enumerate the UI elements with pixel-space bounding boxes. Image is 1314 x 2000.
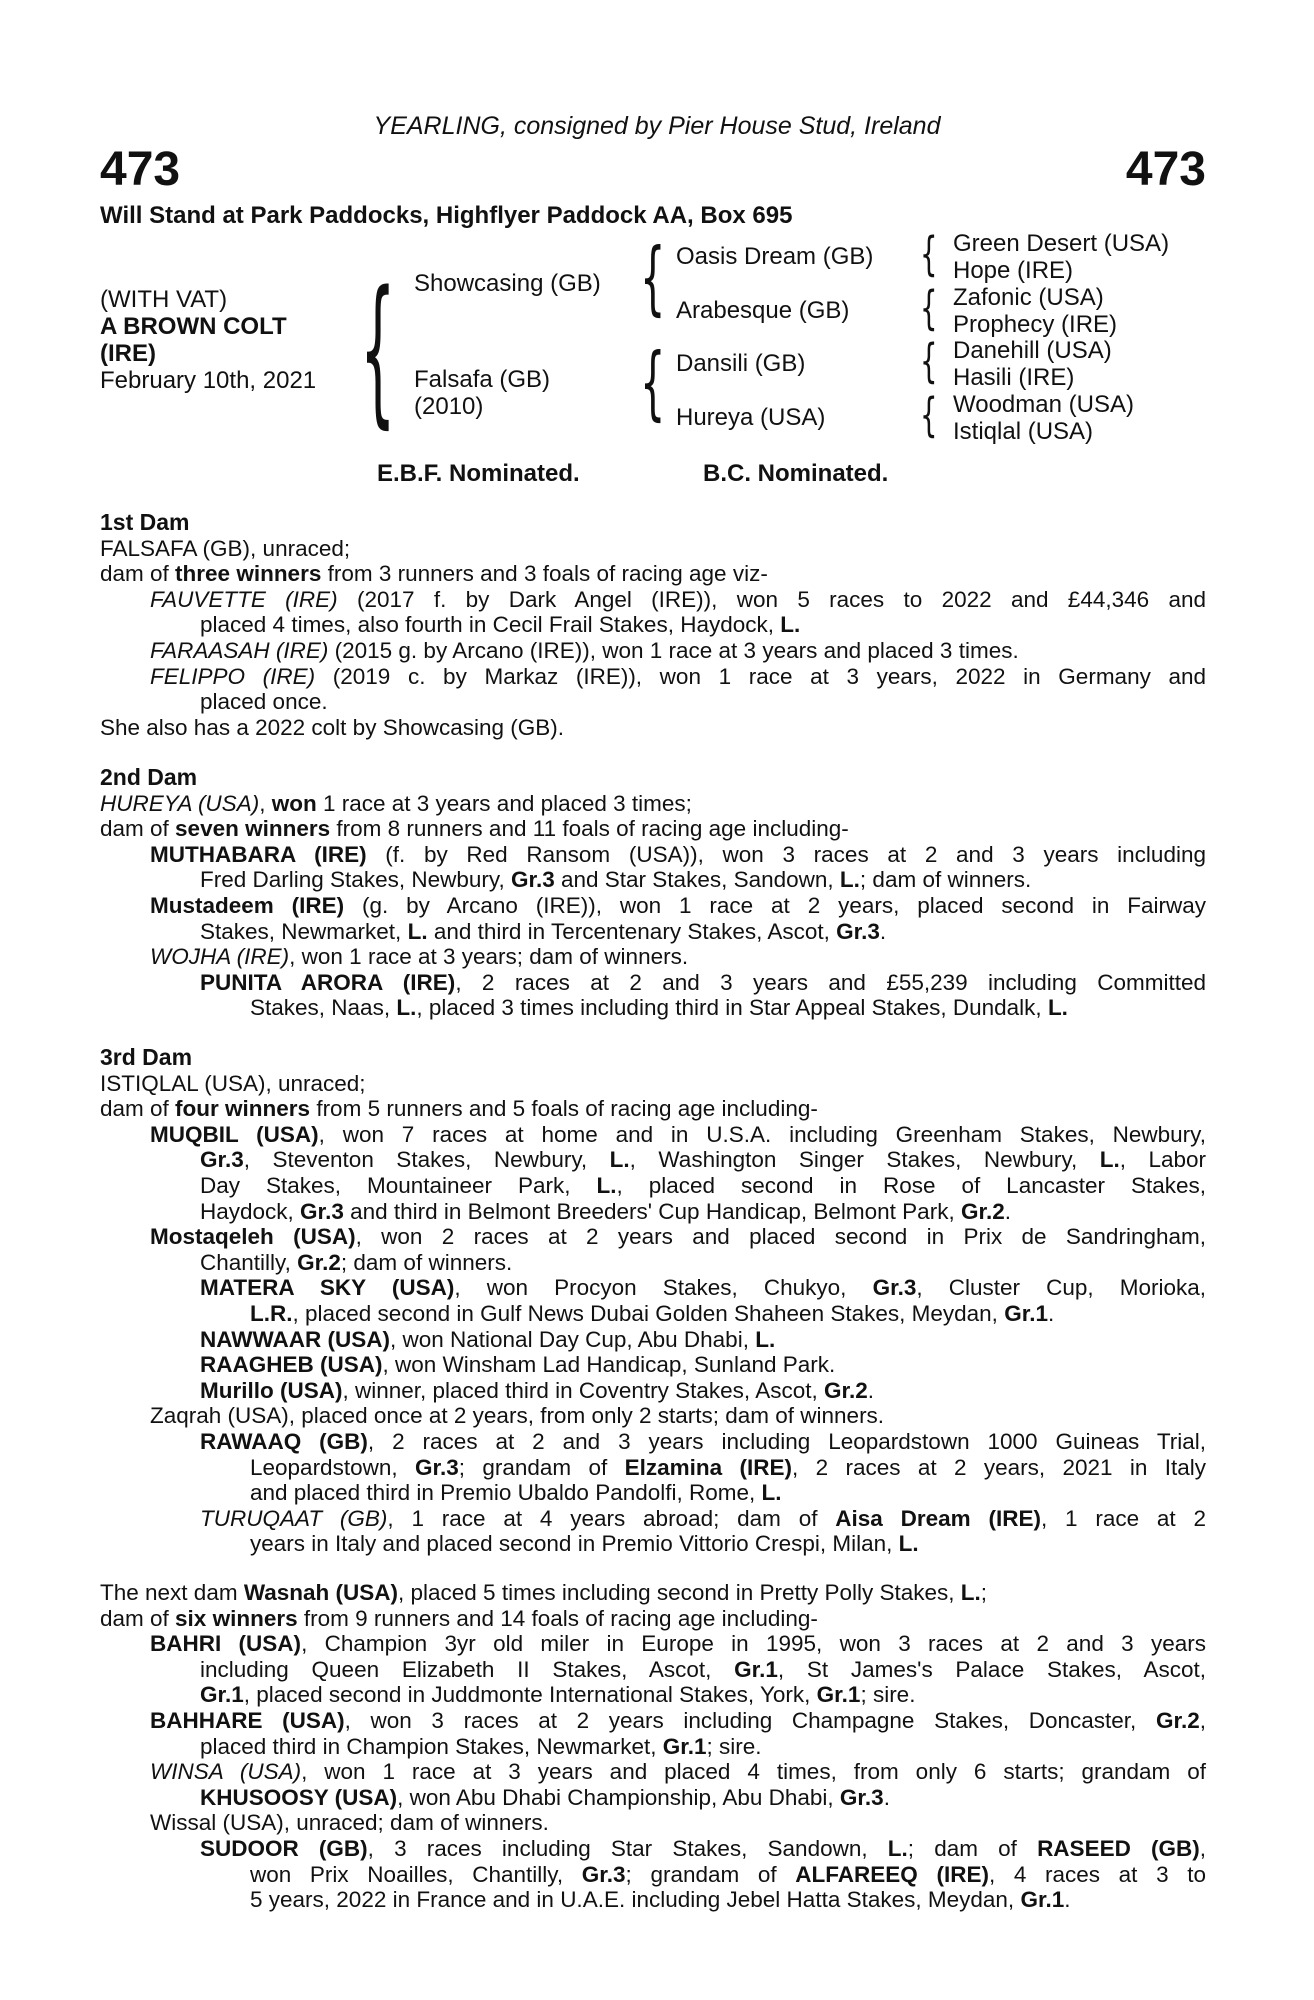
- produce-wissal: Wissal (USA), unraced; dam of winners.: [150, 1810, 549, 1836]
- brace-g3-4: {: [920, 388, 938, 442]
- produce-bahri-cont1: including Queen Elizabeth II Stakes, Ascot, Gr.1, St James's Palace Stakes, Ascot,: [200, 1656, 1206, 1682]
- foal-fauvette: FAUVETTE (IRE) (2017 f. by Dark Angel (IRE)), won 5 races to 2022 and £44,346 and: [150, 586, 1206, 612]
- produce-sudoor-cont1: won Prix Noailles, Chantilly, Gr.3; grandam of ALFAREEQ (IRE), 4 races at 3 to: [250, 1861, 1206, 1887]
- third-dam-heading: 3rd Dam: [100, 1044, 193, 1070]
- first-dam-produce: dam of three winners from 3 runners and 3 foals of racing age viz-: [100, 561, 768, 587]
- foal-felippo: FELIPPO (IRE) (2019 c. by Markaz (IRE)), won 1 race at 3 years, 2022 in Germany and: [150, 663, 1206, 689]
- next-dam-line: The next dam Wasnah (USA), placed 5 times including second in Pretty Polly Stakes, L.;: [100, 1580, 988, 1605]
- produce-sudoor-cont2: 5 years, 2022 in France and in U.A.E. including Jebel Hatta Stakes, Meydan, Gr.1.: [250, 1887, 1071, 1913]
- produce-mostaqeleh: Mostaqeleh (USA), won 2 races at 2 years and placed second in Prix de Sandringham,: [150, 1224, 1206, 1250]
- produce-muqbil-cont2: Day Stakes, Mountaineer Park, L., placed second in Rose of Lancaster Stakes,: [200, 1172, 1206, 1198]
- produce-muqbil-cont3: Haydock, Gr.3 and third in Belmont Breeders' Cup Handicap, Belmont Park, Gr.2.: [200, 1198, 1011, 1224]
- vat-note: (WITH VAT): [100, 286, 228, 313]
- foaling-date: February 10th, 2021: [100, 367, 317, 394]
- second-dam-produce: dam of seven winners from 8 runners and 11 foals of racing age including-: [100, 816, 849, 842]
- third-dam-line: ISTIQLAL (USA), unraced;: [100, 1070, 366, 1096]
- produce-zaqrah: Zaqrah (USA), placed once at 2 years, from only 2 starts; dam of winners.: [150, 1403, 885, 1429]
- first-dam-heading: 1st Dam: [100, 509, 190, 535]
- foal-faraasah: FARAASAH (IRE) (2015 g. by Arcano (IRE)), won 1 race at 3 years and placed 3 times.: [150, 637, 1019, 663]
- ggp-5: Danehill (USA): [953, 337, 1112, 364]
- dam-dam: Hureya (USA): [676, 404, 826, 431]
- sire-name: Showcasing (GB): [414, 270, 601, 297]
- produce-bahri-cont2: Gr.1, placed second in Juddmonte International Stakes, York, Gr.1; sire.: [200, 1682, 916, 1708]
- produce-muqbil: MUQBIL (USA), won 7 races at home and in U.S.A. including Greenham Stakes, Newbury,: [150, 1121, 1206, 1147]
- produce-mustadeem-cont: Stakes, Newmarket, L. and third in Tercentenary Stakes, Ascot, Gr.3.: [200, 918, 887, 944]
- horse-description: A BROWN COLT: [100, 313, 287, 340]
- dam-name: Falsafa (GB): [414, 366, 551, 393]
- ggp-3: Zafonic (USA): [953, 284, 1104, 311]
- consignment-header: YEARLING, consigned by Pier House Stud, Ireland: [373, 112, 941, 140]
- produce-nawwaar: NAWWAAR (USA), won National Day Cup, Abu Dhabi, L.: [200, 1326, 776, 1352]
- ggp-1: Green Desert (USA): [953, 230, 1170, 257]
- third-dam-section: [100, 1045, 1206, 1557]
- produce-mustadeem: Mustadeem (IRE) (g. by Arcano (IRE)), won 1 race at 2 years, placed second in Fairway: [150, 892, 1206, 918]
- produce-sudoor: SUDOOR (GB), 3 races including Star Stakes, Sandown, L.; dam of RASEED (GB),: [200, 1835, 1206, 1861]
- produce-rawaaq: RAWAAQ (GB), 2 races at 2 and 3 years including Leopardstown 1000 Guineas Trial,: [200, 1428, 1206, 1454]
- produce-rawaaq-cont1: Leopardstown, Gr.3; grandam of Elzamina (IRE), 2 races at 2 years, 2021 in Italy: [250, 1454, 1206, 1480]
- dam-sire: Dansili (GB): [676, 350, 806, 377]
- produce-turuqaat: TURUQAAT (GB), 1 race at 4 years abroad; dam of Aisa Dream (IRE), 1 race at 2: [200, 1505, 1206, 1531]
- produce-raagheb: RAAGHEB (USA), won Winsham Lad Handicap, Sunland Park.: [200, 1352, 836, 1378]
- brace-g3-1: {: [920, 227, 938, 281]
- second-dam-section: [100, 765, 1206, 1021]
- brace-sire-parents: {: [640, 231, 666, 324]
- ggp-2: Hope (IRE): [953, 257, 1074, 284]
- produce-bahri: BAHRI (USA), Champion 3yr old miler in Europe in 1995, won 3 races at 2 and 3 years: [150, 1631, 1206, 1657]
- sire-sire: Oasis Dream (GB): [676, 243, 874, 270]
- produce-punita-arora-cont: Stakes, Naas, L., placed 3 times including third in Star Appeal Stakes, Dundalk, L.: [250, 995, 1068, 1021]
- produce-muqbil-cont1: Gr.3, Steventon Stakes, Newbury, L., Washington Singer Stakes, Newbury, L., Labor: [200, 1147, 1206, 1173]
- produce-muthabara: MUTHABARA (IRE) (f. by Red Ransom (USA)), won 3 races at 2 and 3 years including: [150, 841, 1206, 867]
- foal-fauvette-cont: placed 4 times, also fourth in Cecil Frail Stakes, Haydock, L.: [200, 612, 801, 638]
- ggp-4: Prophecy (IRE): [953, 311, 1118, 338]
- dam-year: (2010): [414, 393, 484, 420]
- third-dam-produce: dam of four winners from 5 runners and 5 foals of racing age including-: [100, 1096, 818, 1122]
- brace-g3-3: {: [920, 334, 938, 388]
- first-dam-line: FALSAFA (GB), unraced;: [100, 535, 351, 561]
- lot-number-right: 473: [1125, 143, 1206, 196]
- brace-sire-dam: {: [360, 256, 396, 443]
- ggp-7: Woodman (USA): [953, 391, 1134, 418]
- stand-location: Will Stand at Park Paddocks, Highflyer Paddock AA, Box 695: [100, 202, 793, 229]
- ggp-8: Istiqlal (USA): [953, 418, 1094, 445]
- produce-matera-sky-cont: L.R., placed second in Gulf News Dubai Golden Shaheen Stakes, Meydan, Gr.1.: [250, 1300, 1055, 1326]
- sire-dam: Arabesque (GB): [676, 297, 850, 324]
- second-dam-heading: 2nd Dam: [100, 764, 198, 790]
- produce-khusoosy: KHUSOOSY (USA), won Abu Dhabi Championship, Abu Dhabi, Gr.3.: [200, 1784, 890, 1810]
- produce-punita-arora: PUNITA ARORA (IRE), 2 races at 2 and 3 years and £55,239 including Committed: [200, 969, 1206, 995]
- foal-felippo-cont: placed once.: [200, 689, 328, 715]
- produce-bahhare: BAHHARE (USA), won 3 races at 2 years including Champagne Stakes, Doncaster, Gr.2,: [150, 1707, 1206, 1733]
- next-dam-section: [100, 1580, 1206, 1913]
- horse-origin: (IRE): [100, 340, 156, 367]
- bc-nomination: B.C. Nominated.: [703, 460, 889, 487]
- produce-turuqaat-cont: years in Italy and placed second in Premio Vittorio Crespi, Milan, L.: [250, 1531, 919, 1557]
- produce-murillo: Murillo (USA), winner, placed third in Coventry Stakes, Ascot, Gr.2.: [200, 1377, 875, 1403]
- first-dam-also: She also has a 2022 colt by Showcasing (GB).: [100, 714, 565, 740]
- first-dam-section: [100, 510, 1206, 740]
- produce-rawaaq-cont2: and placed third in Premio Ubaldo Pandolfi, Rome, L.: [250, 1480, 782, 1506]
- produce-wojha: WOJHA (IRE), won 1 race at 3 years; dam of winners.: [150, 944, 689, 970]
- produce-winsa: WINSA (USA), won 1 race at 3 years and placed 4 times, from only 6 starts; grandam of: [150, 1759, 1206, 1785]
- produce-muthabara-cont: Fred Darling Stakes, Newbury, Gr.3 and Star Stakes, Sandown, L.; dam of winners.: [200, 867, 1032, 893]
- lot-number-left: 473: [100, 143, 181, 196]
- produce-mostaqeleh-cont: Chantilly, Gr.2; dam of winners.: [200, 1249, 513, 1275]
- ebf-nomination: E.B.F. Nominated.: [377, 460, 580, 487]
- produce-bahhare-cont: placed third in Champion Stakes, Newmarket, Gr.1; sire.: [200, 1733, 762, 1759]
- brace-g3-2: {: [920, 281, 938, 335]
- brace-dam-parents: {: [640, 336, 666, 429]
- second-dam-line: HUREYA (USA), won 1 race at 3 years and placed 3 times;: [100, 790, 692, 816]
- ggp-6: Hasili (IRE): [953, 364, 1075, 391]
- produce-matera-sky: MATERA SKY (USA), won Procyon Stakes, Chukyo, Gr.3, Cluster Cup, Morioka,: [200, 1275, 1207, 1301]
- next-dam-produce: dam of six winners from 9 runners and 14 foals of racing age including-: [100, 1605, 818, 1631]
